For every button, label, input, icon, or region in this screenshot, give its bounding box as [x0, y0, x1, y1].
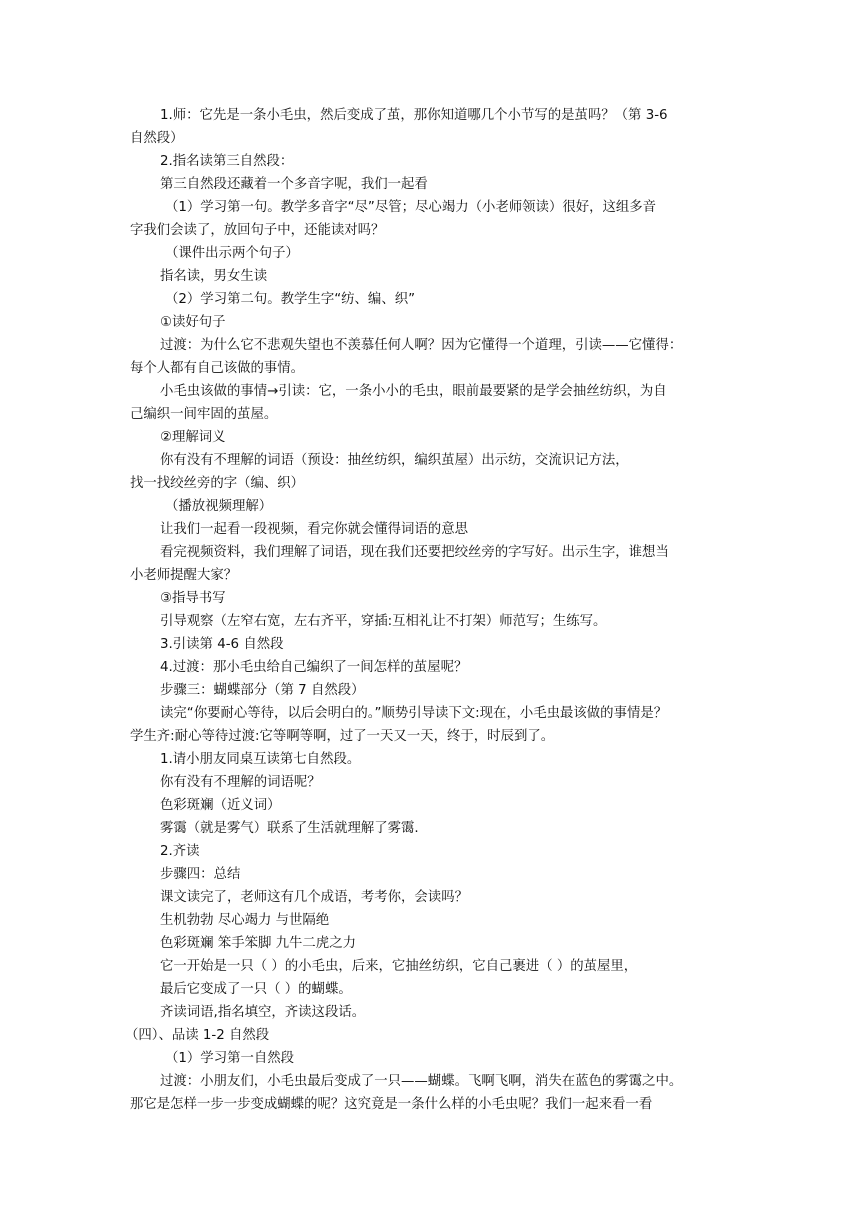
text-line: 它一开始是一只（ ）的小毛虫，后来，它抽丝纺织，它自己裹进（ ）的茧屋里，	[160, 959, 638, 974]
section-heading: （四）、品读 1-2 自然段	[125, 1028, 270, 1043]
text-line: 找一找绞丝旁的字（编、织）	[130, 476, 305, 491]
text-line: 最后它变成了一只（ ）的蝴蝶。	[160, 982, 352, 997]
text-line: （1）学习第一自然段	[165, 1051, 295, 1066]
text-line: 3.引读第 4-6 自然段	[160, 637, 284, 652]
text-line: 4.过渡：那小毛虫给自己编织了一间怎样的茧屋呢？	[160, 660, 468, 675]
text-line: 指名读，男女生读	[160, 269, 268, 284]
text-line: （课件出示两个句子）	[165, 246, 299, 261]
text-line: 第三自然段还藏着一个多音字呢，我们一起看	[160, 177, 428, 192]
text-line: 色彩斑斓（近义词）	[160, 798, 281, 813]
text-line: 己编织一间牢固的茧屋。	[130, 407, 278, 422]
text-line: 读完“你要耐心等待，以后会明白的。”顺势引导读下文:现在，小毛虫最该做的事情是？	[160, 706, 668, 721]
text-line: 你有没有不理解的词语（预设：抽丝纺织，编织茧屋）出示纺，交流识记方法，	[160, 453, 629, 468]
text-line: ③指导书写	[160, 591, 226, 606]
text-line: 那它是怎样一步一步变成蝴蝶的呢？这究竟是一条什么样的小毛虫呢？我们一起来看一看	[130, 1097, 653, 1112]
text-line: 齐读词语,指名填空，齐读这段话。	[160, 1005, 366, 1020]
text-line: 过渡：为什么它不悲观失望也不羡慕任何人啊？因为它懂得一个道理，引读——它懂得：	[160, 338, 683, 353]
text-line: （1）学习第一句。教学多音字“尽”尽管；尽心竭力（小老师领读）很好，这组多音	[165, 200, 657, 215]
text-line: 生机勃勃 尽心竭力 与世隔绝	[160, 913, 330, 928]
text-line: 步骤三：蝴蝶部分（第 7 自然段）	[160, 683, 365, 698]
text-line: 1.请小朋友同桌互读第七自然段。	[160, 752, 361, 767]
text-line: 字我们会读了，放回句子中，还能读对吗？	[130, 223, 385, 238]
text-line: ①读好句子	[160, 315, 226, 330]
text-line: 每个人都有自己该做的事情。	[130, 361, 305, 376]
text-line: 小毛虫该做的事情→引读：它，一条小小的毛虫，眼前最要紧的是学会抽丝纺织，为自	[160, 384, 667, 399]
text-line: 步骤四：总结	[160, 867, 241, 882]
text-line: 过渡：小朋友们，小毛虫最后变成了一只——蝴蝶。飞啊飞啊，消失在蓝色的雾霭之中。	[160, 1074, 683, 1089]
text-line: 让我们一起看一段视频，看完你就会懂得词语的意思	[160, 522, 468, 537]
text-line: 你有没有不理解的词语呢？	[160, 775, 321, 790]
text-line: 色彩斑斓 笨手笨脚 九牛二虎之力	[160, 936, 356, 951]
text-line: 看完视频资料，我们理解了词语，现在我们还要把绞丝旁的字写好。出示生字，谁想当	[160, 545, 669, 560]
text-line: 课文读完了，老师这有几个成语，考考你，会读吗？	[160, 890, 468, 905]
text-line: 1.师：它先是一条小毛虫，然后变成了茧，那你知道哪几个小节写的是茧吗？（第 3-6	[160, 108, 668, 123]
text-line: ②理解词义	[160, 430, 226, 445]
text-line: 雾霭（就是雾气）联系了生活就理解了雾霭.	[160, 821, 419, 836]
text-line: 2.指名读第三自然段：	[160, 154, 294, 169]
text-line: 2.齐读	[160, 844, 200, 859]
text-line: 学生齐:耐心等待过渡:它等啊等啊，过了一天又一天，终于，时辰到了。	[130, 729, 555, 744]
text-line: 小老师提醒大家？	[130, 568, 238, 583]
text-line: （播放视频理解）	[165, 499, 273, 514]
text-line: （2）学习第二句。教学生字“纺、编、织”	[165, 292, 416, 307]
text-line: 自然段）	[130, 131, 184, 146]
text-line: 引导观察（左窄右宽，左右齐平，穿插:互相礼让不打架）师范写；生练写。	[160, 614, 607, 629]
